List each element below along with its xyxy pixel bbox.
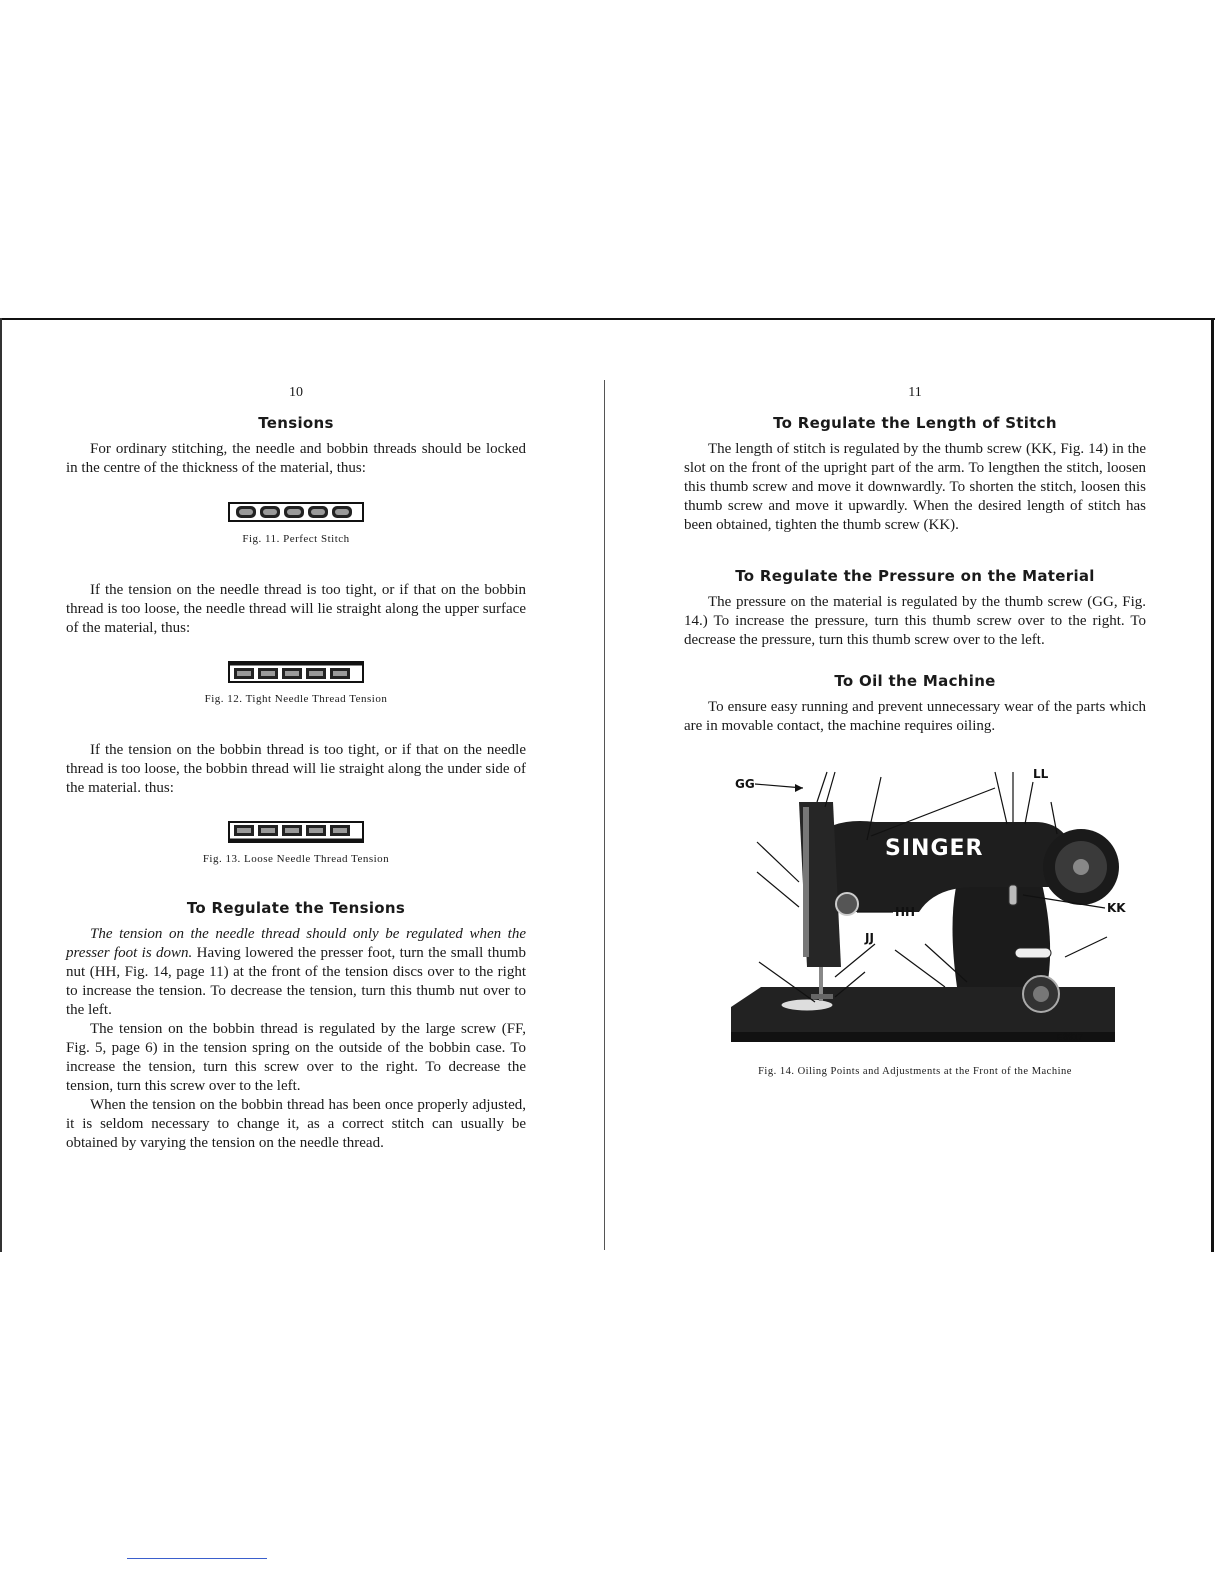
brand-decal: SINGER	[885, 836, 984, 861]
loose-needle-tension-figure	[228, 820, 364, 844]
paragraph: The tension on the bobbin thread is regulated by the large screw (FF, Fig. 5, page 6) in the tension spring on the outside of the bobbin case. To increase the tension, turn this screw over to the right. To decrease the tension, turn this screw over to the left.	[66, 1021, 526, 1094]
sewing-machine-figure	[695, 762, 1135, 1052]
figure-caption: Fig. 13. Loose Needle Thread Tension	[202, 853, 390, 865]
paragraph: If the tension on the needle thread is too tight, or if that on the bobbin thread is too loose, the needle thread will lie straight along the upper surface of the material, thus:	[66, 582, 526, 636]
section-heading-regulate-tensions: To Regulate the Tensions	[186, 899, 406, 917]
section-heading-tensions: Tensions	[258, 414, 334, 432]
right-page	[684, 385, 1146, 1081]
label-kk: KK	[1107, 901, 1126, 915]
label-hh: HH	[895, 905, 916, 919]
paragraph: The pressure on the material is regulated by the thumb screw (GG, Fig. 14.) To increase the pressure, turn this thumb screw over to the right. To decrease the pressure, turn this thumb screw over to the left.	[684, 594, 1146, 648]
page-number: 10	[289, 385, 303, 400]
figure-serial-mark: E8917	[1057, 1032, 1084, 1042]
figure-caption: Fig. 12. Tight Needle Thread Tension	[204, 693, 388, 705]
paragraph: To ensure easy running and prevent unnecessary wear of the parts which are in movable contact, the machine requires oiling.	[684, 699, 1146, 734]
paragraph: For ordinary stitching, the needle and bobbin threads should be locked in the centre of the thickness of the material, thus:	[66, 441, 526, 476]
figure-caption: Fig. 14. Oiling Points and Adjustments at the Front of the Machine	[758, 1066, 1072, 1077]
section-heading-oil-machine: To Oil the Machine	[834, 672, 996, 690]
paragraph-text: Having lowered the presser foot, turn the small thumb nut (HH, Fig. 14, page 11) at the front of the tension discs over to the right to increase the tension. To decrease the tension, turn this thumb nut over to the left.	[66, 945, 526, 1018]
page-frame-top-rule	[0, 318, 1215, 320]
page-frame-left-rule	[0, 318, 2, 1252]
paragraph: When the tension on the bobbin thread has been once properly adjusted, it is seldom necessary to change it, as a correct stitch can usually be obtained by varying the tension on the needle thread.	[66, 1097, 526, 1151]
paragraph	[66, 925, 526, 1020]
label-ll: LL	[1033, 767, 1049, 781]
label-gg: GG	[735, 777, 755, 791]
section-heading-length-of-stitch: To Regulate the Length of Stitch	[773, 414, 1057, 432]
page-frame-right-rule	[1211, 318, 1214, 1252]
book-gutter	[604, 380, 605, 1250]
paragraph: The length of stitch is regulated by the thumb screw (KK, Fig. 14) in the slot on the front of the upright part of the arm. To lengthen the stitch, loosen this thumb screw and move it downwardly. To shorten the stitch, loosen this thumb screw and move it upwardly. When the desired length of stitch has been obtained, tighten the thumb screw (KK).	[684, 441, 1146, 533]
section-heading-pressure: To Regulate the Pressure on the Material	[735, 567, 1095, 585]
label-jj: JJ	[865, 931, 874, 945]
perfect-stitch-figure	[228, 500, 364, 524]
figure-caption: Fig. 11. Perfect Stitch	[242, 533, 350, 545]
paragraph: If the tension on the bobbin thread is too tight, or if that on the needle thread is too loose, the bobbin thread will lie straight along the under side of the material. thus:	[66, 742, 526, 796]
page-number: 11	[908, 385, 922, 400]
footer-rule	[127, 1558, 267, 1559]
italic-phrase: The tension on the needle thread should only be regulated when the presser foot is down.	[66, 926, 526, 961]
tension-dial	[836, 893, 858, 915]
left-page	[66, 385, 526, 1153]
tight-needle-tension-figure	[228, 660, 364, 684]
